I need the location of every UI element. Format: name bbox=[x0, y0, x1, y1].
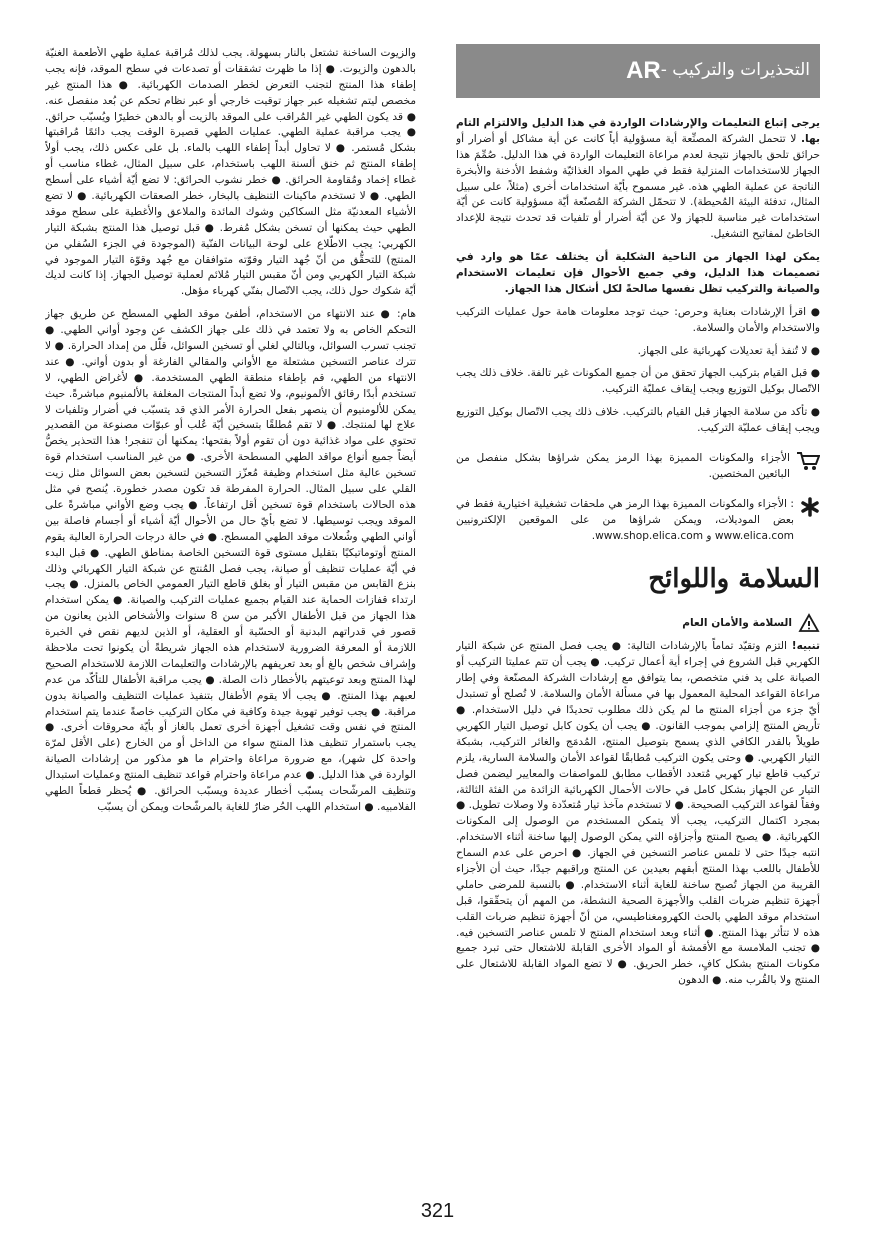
intro-lead bbox=[456, 116, 820, 243]
intro-lead-bold: يرجى إتباع التعليمات والإرشادات الواردة في هذا الدليل والالتزام التام بها. bbox=[456, 117, 820, 145]
safety-body-text: التزم وتقيّد تماماً بالإرشادات التالية: ● يجب فصل المنتج عن شبكة التيار الكهربي قبل الشروع في إجراء أية أعمال تركيب. ● يجب أن تتم عمليتا التركيب أو الصيانة على يد فني متخصص، بما يتوافق مع إرشادات الشركة المصنّعة وفي إطار مراعاة القواعد المحلية المعمول بها في مسألة الأمان والسلامة. لا تُصلح أو تستبدل أيّ جزء من أجزاء المنتج ما لم يكن ذلك مطلوب تحديدًا في دليل الاستخدام. ● تأريض المنتج إلزامي بموجب القانون. ● يجب أن يكون كابل توصيل التيار الكهربي طويلاً بالقدر الكافي الذي يسمح بتوصيل المنتج، المُدمَج والغائر التركيب، بشبكة التيار الكهربي. ● وحتى يكون التركيب مُطابقًا لقواعد الأمان والسلامة السارية، يلزم تركيب قاطع تيار كهربي مُتعدد الأقطاب مطابق للمواصفات والمعايير ليضمن فصل التيار عن الجهاز بشكل كامل في حالات الأحمال الكهربائية الزائدة من الفئة الثالثة، وفقاً لقواعد التركيب الصحيحة. ● لا تستخدم مآخذ تيار مُتعدّدة ولا وصلات تطويل. ● بمجرد اكتمال التركيب، يجب ألا يتمكن المستخدم من الوصول إلى المكونات الكهربائية. ● يصبح المنتج وأجزاؤه التي يمكن الوصول إليها ساخنة أثناء الاستخدام. انتبه جيدًا حتى لا تلمس عناصر التسخين في الجهاز. ● احرص على عدم السماح للأطفال باللعب بهذا المنتج أبقهم بعيدين عن المنتج وراقبهم جيدًا، حيث أن الأجزاء القريبة من الجهاز تُصبح ساخنة للغاية أثناء الاستخدام. ● بالنسبة للمرضى حاملي أجهزة تنظيم ضربات القلب والأجهزة الصحية النشطة، من المهم أن يتحقّقوا، قبل استخدام موقد الطهي بالحث الكهرومغناطيسي، من أنّ أجهزة تنظيم ضربات القلب هذه لا تتأثر بهذا المنتج. ● أثناء وبعد استخدام المنتج لا تلمس عناصر التسخين فيه. ● تجنب الملامسة مع الأقمشة أو المواد الأخرى القابلة للاشتعال حتى تبرد جميع مكونات المنتج بشكل كافٍ، خطر الحريق. ● لا تضع المواد القابلة للاشتعال على المنتج ولا بالقُرب منه. ● الدهون bbox=[456, 640, 820, 987]
safety-subtitle bbox=[456, 613, 820, 633]
language-code: AR bbox=[626, 57, 661, 84]
safety-body-lead: تنبيه! bbox=[791, 640, 820, 653]
bullet-check-components: ● قبل القيام بتركيب الجهاز تحقق من أن جميع المكونات غير تالفة. خلاف ذلك يجب الاتّصال بوكيل التوزيع ويجب إيقاف عمليّة التركيب. bbox=[456, 367, 820, 396]
safety-subtitle-text: السلامة والأمان العام bbox=[682, 616, 792, 629]
warning-triangle-icon bbox=[798, 613, 820, 633]
read-instructions: ● اقرأ الإرشادات بعناية وحرص: حيث توجد معلومات هامة حول عمليات التركيب والاستخدام والأمان والسلامة. bbox=[456, 305, 820, 334]
design-notice: يمكن لهذا الجهاز من الناحية الشكلية أن يختلف عمّا هو وارد في تصميمات هذا الدليل، وفي جميع الأحوال فإن تعليمات الاستخدام والصيانة والتركيب تظل نفسها صالحةً لكل أشكال هذا الجهاز. bbox=[456, 251, 820, 295]
bullet-check-integrity: ● تأكد من سلامة الجهاز قبل القيام بالتركيب. خلاف ذلك يجب الاتّصال بوكيل التوزيع ويجب إيقاف عمليّة التركيب. bbox=[456, 406, 820, 435]
left-para-2: هام: ● عند الانتهاء من الاستخدام، أطفئ موقد الطهي المسطح عن طريق جهاز التحكم الخاص به ولا تعتمد في ذلك على جهاز الكشف عن وجود أواني الطهي. ● تجنب تسرب السوائل، وبالتالي لغلي أو تسخين السوائل، قلّل من إمداد الحرارة. ● لا تترك عناصر التسخين مشتعلة مع الأواني والمقالي الفارغة أو بدون أواني. ● عند الانتهاء من الطهي، قم بإطفاء منطقة الطهي المستخدمة. ● لأغراض الطهي، لا تستخدم أبدًا رقائق الألمونيوم، ولا تضع أبداً المنتجات المغلفة بالألمنيوم مباشرةً. حيث يمكن للألومنيوم أن ينصهر بفعل الحرارة الأمر الذي قد يتسبّب في أضرار وتلفيات لا علاج لها لمنتجك. ● لا تقم مُطلقًا بتسخين أيّة عُلب أو عبوّات مصنوعة من القصدير تحتوي على مواد غذائية دون أن تقوم أولاً بفتحها: يمكنها أن تنفجر! هذا التحذير يخصُّ أيضاً جميع أنواع مواقد الطهي المسطحة الأخرى. ● من غير المناسب استخدام قوة تسخين عالية مثل استخدام وظيفة مُعزّز التسخين لتسخين بعض السوائل مثل زيت القلي على سبيل المثال. الحرارة المفرطة قد تكون مصدر خطورة. يُنصح في مثل هذه الحالات باستخدام قوة تسخين أقل ارتفاعاً. ● يجب وضع الأواني مباشرةً على الموقد ويجب توسيطها. لا تضع بأيّ حال من الأحوال أيّة أشياء أو أجسام فاصلة بين أواني الطهي وشُعلات موقد الطهي المسطح. ● في حالة درجات الحرارة العالية يقوم المنتج أوتوماتيكيًا بتقليل مستوى قوة التسخين الخاصة بمناطق الطهي. ● قبل البدء في أيّة عمليات تنظيف أو صيانة، يجب فصل المُنتج عن شبكة التيار الكهربائي وذلك بنزع القابس من مقبس التيار أو بغلق قاطع التيار العمومي الخاص بالمنزل. ● يجب ارتداء قفازات الحماية عند القيام بجميع عمليات التركيب والصيانة. ● يمكن استخدام هذا الجهاز من قبل الأطفال الأكبر من سن 8 سنوات والأشخاص الذين يعانون من قصور في قدراتهم البدنية أو الحسّية أو العقلية، أو الذين لديهم نقص في الخبرة اللازمة أو المعرفة الضرورية لاستخدام هذه الجهاز شريطةً أن يكونوا تحت ملاحظة وإشراف شخص بالغ أو بعد تعريفهم بالإرشادات والتعليمات اللازمة للاستخدام الصحيح لهذا المنتج وبعد توعيتهم بالأخطار ذات الصلة. ● يجب مراقبة الأطفال للتأكّد من عدم لعبهم بهذا المنتج. ● يجب ألا يقوم الأطفال بتنفيذ عمليات التنظيف والصيانة بدون مراقبة. ● يجب توفير تهوية جيدة وكافية في مكان التركيب خاصةً عندما يتم استخدام المنتج في نفس وقت تشغيل أجهزة أخرى تعمل بالغاز أو بأيّة محروقات أخرى. ● يجب باستمرار تنظيف هذا المنتج سواء من الداخل أو من الخارج (على الأقل لمرّة واحدة كل شهر)، مع ضرورة مراعاة واحترام ما هو مذكور من إرشادات الصيانة الواردة في هذا الدليل. ● عدم مراعاة واحترام قواعد تنظيف المنتج وعمليات استبدال وتنظيف المرشّحات يسبّب أخطار عديدة ويسبّب الحرائق. ● يُحظر قطعاً الطهي الفلامبيه. ● استخدام اللهب الحُر ضارٌ للغاية بالمرشّحات ويمكن أن يسبّب bbox=[45, 308, 416, 813]
cart-note-text: الأجزاء والمكونات المميزة بهذا الرمز يمكن شراؤها بشكل منفصل من البائعين المختصين. bbox=[456, 452, 790, 480]
safety-section-title: السلامة واللوائح bbox=[648, 564, 820, 595]
star-note bbox=[456, 497, 820, 545]
header-title: التحذيرات والتركيب - bbox=[660, 60, 810, 81]
right-column bbox=[456, 44, 820, 1194]
section-header bbox=[456, 44, 820, 98]
star-note-text: : الأجزاء والمكونات المميزة بهذا الرمز هي ملحقات تشغيلية اختيارية فقط في بعض الموديلات، ويمكن شراؤها من على الموقعين الإلكترونيين www.elica.com و www.shop.elica.com. bbox=[456, 497, 794, 542]
left-column bbox=[45, 46, 416, 1196]
asterisk-icon bbox=[800, 497, 820, 517]
intro-lead-text: لا تتحمل الشركة المصنِّعة أية مسؤولية أياً كانت عن أية مشاكل أو أضرار أو حرائق تلحق بالجهاز نتيجة لعدم مراعاة التعليمات الواردة في هذا الدليل. صُمِّمَ هذا الجهاز للاستخدامات المنزلية فقط في طهي المواد الغذائيّة وشفط الأدخنة والأبخرة الناتجة عن عملية الطهي هذه. غير مسموح بأيّة استخدامات أخرى (مثلاً، على سبيل المثال، تدفئة البيئة المُحيطة). لا تتحمّل الشركة المُصنّعة أيّة مسؤولية كانت عن أيّة استخدامات غير مناسبة للجهاز ولا عن أيّة أضرار أو تلفيات قد تحدث نتيجة للإعداد الخاطئ لمفاتيح التشغيل. bbox=[456, 132, 820, 241]
left-para-1: والزيوت الساخنة تشتعل بالنار بسهولة. يجب لذلك مُراقبة عملية طهي الأطعمة الغنيّة بالدهون والزيوت. ● إذا ما ظهرت تشققات أو تصدعات في سطح الموقد، فإنه يجب إطفاء هذا المنتج لتجنب التعرض لخطر الصدمات الكهربائية. ● هذا المنتج غير مخصص ليتم تشغيله عبر جهاز توقيت خارجي أو عبر نظام تحكم عن بُعد منفصل عنه. ● قد يكون الطهي غير المُراقب على الموقد بالزيت أو بالدهن خطيرًا ويُسبّب حرائق. ● يجب مراقبة عملية الطهي. عمليات الطهي قصيرة الوقت يجب دائمًا مُراقبتها بشكل مُستمر. ● لا تحاول أبداً إطفاء اللهب بالماء. بل على عكس ذلك، يجب أولاً إطفاء المنتج ثم خنق ألسنة اللهب باستخدام، على سبيل المثال، غطاء مناسب أو غطاء إخماد ومُقاومة الحرائق. ● خطر نشوب الحرائق: لا تضع أيّة أشياء على أسطح الطهي. ● لا تستخدم ماكينات التنظيف بالبخار، خطر الصعقات الكهربائية. ● لا تضع الأشياء المعدنيّة مثل السكاكين وشوك المائدة والملاعق والأغطية على سطح موقد الطهي حيث يمكنها أن تسخن بشكل مُفرط. ● قبل توصيل هذا المنتج بشبكة التيار الكهربي: يجب الاطّلاع على لوحة البيانات الفنّية (الموجودة في الجزء السُفلي من المنتج) للتحقُّق من أنّ جُهد التيار وقوّته متوافقان مع جُهد وقوّة التيار الموجود في شبكة التيار الكهربي ومن أنّ مقبس التيار مُلائم لعملية توصيل الجهاز. إذا كانت لديك أيّة شكوك حول ذلك، يجب الاتّصال بفنّي كهرباء مؤهل. bbox=[45, 47, 416, 298]
safety-body bbox=[456, 639, 820, 989]
bullet-no-modifications: ● لا تُنفذ أية تعديلات كهربائية على الجهاز. bbox=[637, 344, 820, 357]
shopping-cart-icon bbox=[796, 451, 820, 471]
page-number: 321 bbox=[420, 1200, 455, 1222]
cart-note bbox=[456, 451, 820, 483]
